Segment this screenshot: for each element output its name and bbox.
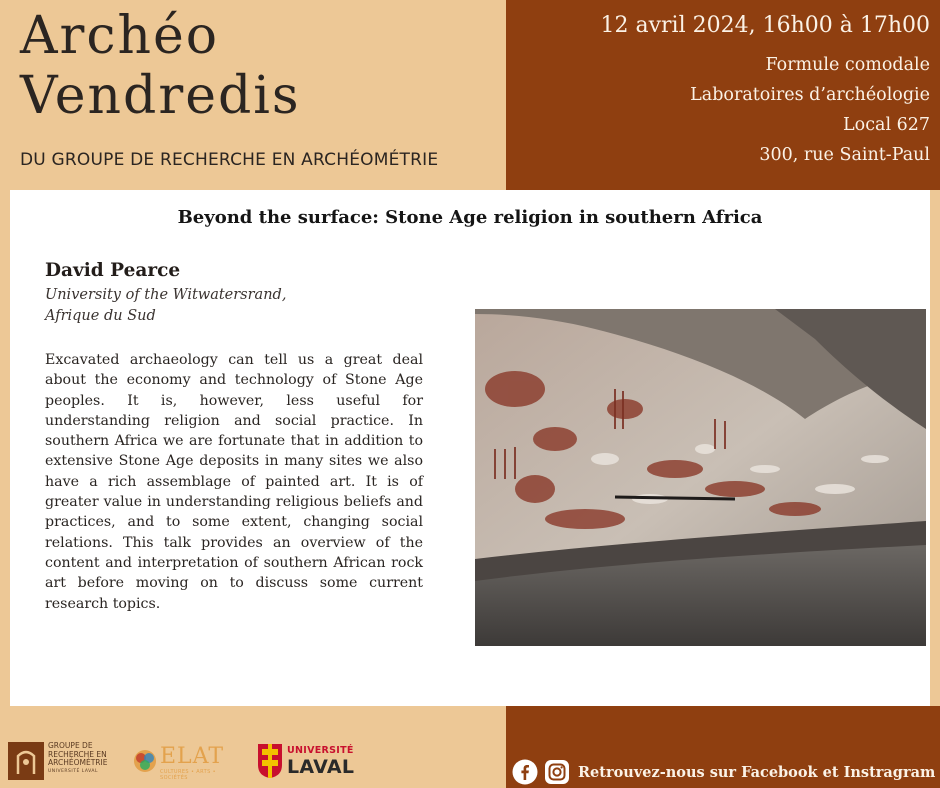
affiliation-line2: Afrique du Sud	[45, 308, 156, 324]
speaker-name: David Pearce	[45, 260, 181, 281]
grae-line2: RECHERCHE EN	[48, 749, 107, 759]
laval-logo	[257, 742, 357, 782]
affiliation-line1: University of the Witwatersrand,	[45, 287, 287, 303]
laval-crest-icon	[257, 743, 283, 779]
grae-logo	[8, 742, 122, 780]
event-room: Local 627	[843, 115, 930, 135]
poster-title-line2: Vendredis	[20, 66, 301, 126]
event-place: Laboratoires d’archéologie	[690, 85, 930, 105]
grae-logo-text	[48, 742, 107, 776]
laval-logo-line1: UNIVERSITÉ	[287, 745, 354, 756]
talk-abstract: Excavated archaeology can tell us a great deal about the economy and technology of Stone Age peoples. It is, however, less useful for understanding religion and social practice. In southern Africa we are fortunate that in addition to extensive Stone Age deposits in many sites we also have a rich assemblage of painted art. It is of greater value in understanding religious beliefs and practices, and to some extent, changing social relations. This talk provides an overview of the content and interpretation of southern African rock art before moving on to discuss some current research topics.	[45, 352, 423, 612]
poster-subtitle: DU GROUPE DE RECHERCHE EN ARCHÉOMÉTRIE	[20, 150, 439, 170]
rock-art-photo	[475, 309, 926, 646]
poster-title-line1: Archéo	[20, 6, 220, 66]
event-format: Formule comodale	[765, 55, 930, 75]
event-info	[600, 8, 930, 170]
poster-title	[20, 6, 301, 126]
grae-line4: UNIVERSITÉ LAVAL	[48, 768, 99, 774]
elat-emblem-icon	[132, 746, 158, 776]
elat-logo	[132, 742, 236, 780]
laval-logo-line2: LAVAL	[287, 756, 355, 778]
elat-logo-word: ELAT	[160, 744, 225, 769]
elat-logo-sub: CULTURES • ARTS • SOCIÉTÉS	[160, 769, 216, 781]
social-links	[512, 758, 935, 786]
event-address: 300, rue Saint-Paul	[759, 145, 930, 165]
facebook-icon[interactable]	[512, 759, 538, 785]
instagram-icon[interactable]	[544, 759, 570, 785]
grae-line1: GROUPE DE	[48, 741, 93, 750]
grae-emblem-icon	[8, 742, 44, 780]
social-text: Retrouvez-nous sur Facebook et Instragram	[578, 763, 936, 781]
talk-title: Beyond the surface: Stone Age religion in southern Africa	[177, 207, 763, 228]
speaker-affiliation	[45, 285, 286, 327]
event-date: 12 avril 2024, 16h00 à 17h00	[600, 13, 930, 38]
talk-panel	[10, 190, 930, 706]
grae-line3: ARCHÉOMÉTRIE	[48, 758, 108, 768]
